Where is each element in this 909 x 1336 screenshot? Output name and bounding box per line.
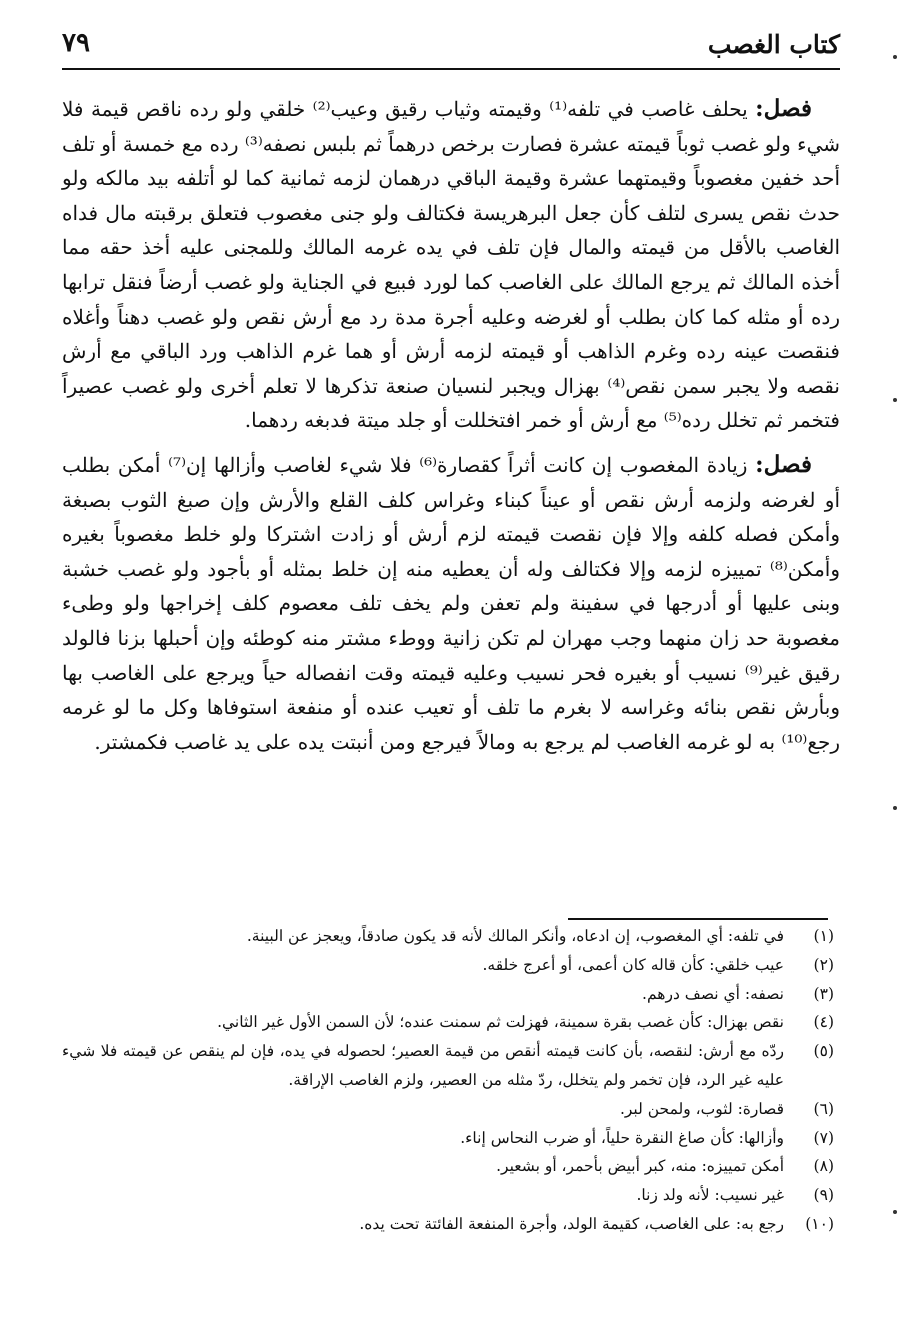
footnote (62, 1124, 840, 1153)
footnote-text: ردّه مع أرش: لنقصه، بأن كانت قيمته أنقص من قيمة العصير؛ لحصوله في يده، فإن لم ينقص عن قيمته فلا شيء عليه غير الرد، فإن تخمر ولم يتخلل، ردّ مثله من العصير، ولزم الغاصب الإراقة. (62, 1042, 784, 1089)
margin-mark (893, 806, 897, 810)
page-header (62, 22, 840, 66)
footnote (62, 1008, 840, 1037)
footnote-number: (١) (813, 927, 834, 945)
main-text (62, 92, 840, 769)
paragraph-text: يحلف غاصب في تلفه⁽¹⁾ وقيمته وثياب رقيق وعيب⁽²⁾ خلقي ولو رده ناقص قيمة فلا شيء ولو غصب ثوباً قيمته عشرة فصارت برخص درهماً ثم بلبس نصفه⁽³⁾ رده مع خمسة أو تلف أحد خفين مغصوباً وقيمتهما عشرة وقيمة الباقي درهمان لزمه ثمانية كما لو أتلفه بيد مالكه ولو حدث نقص يسرى لتلف كأن جعل البرهريسة فكتالف ولو جنى مغصوب فتعلق برقبته مال فداه الغاصب بالأقل من قيمته والمال فإن تلف في يده غرمه المالك وللمجنى عليه أخذ حقه مما أخذه المالك ثم يرجع المالك على الغاصب كما لورد فبيع في الجناية ولو غصب أرضاً فنقل ترابها رده أو مثله كما كان بطلب أو لغرضه وعليه أجرة مدة رد مع أرش نقص ولو غصب دهناً وأغلاه فنقصت عينه رده وغرم الذاهب أو قيمته لزمه أرش أو هما غرم الذاهب ورد الباقي مع أرش نقصه ولا يجبر سمن نقص⁽⁴⁾ بهزال ويجبر لنسيان صنعة تذكرها لا تعلم أخرى ولو غصب عصيراً فتخمر ثم تخلل رده⁽⁵⁾ مع أرش أو خمر افتخللت أو جلد ميتة فدبغه ردهما. (62, 97, 841, 433)
footnote-number: (٧) (813, 1128, 834, 1147)
footnote-number: (٣) (813, 984, 834, 1003)
footnotes (62, 922, 840, 1239)
footnote (62, 1095, 840, 1124)
footnote-text: رجع به: على الغاصب، كقيمة الولد، وأجرة المنفعة الفائتة تحت يده. (359, 1214, 784, 1233)
footnote (62, 980, 840, 1009)
margin-mark (893, 1210, 897, 1214)
footnote-text: نقص بهزال: كأن غصب بقرة سمينة، فهزلت ثم سمنت عنده؛ لأن السمن الأول غير الثاني. (217, 1013, 784, 1032)
footnote-number: (٦) (813, 1099, 834, 1118)
page-number: ٧٩ (62, 28, 90, 58)
footnote-number: (٤) (813, 1013, 834, 1032)
footnote-number: (٨) (813, 1157, 834, 1176)
paragraph (62, 92, 840, 438)
footnote-text: نصفه: أي نصف درهم. (642, 984, 784, 1003)
margin-mark (893, 398, 897, 402)
chapter-title: كتاب الغصب (707, 30, 840, 59)
footnote (62, 1152, 840, 1181)
footnote (62, 1210, 840, 1239)
footnote-number: (٢) (813, 955, 834, 974)
paragraph-text: زيادة المغصوب إن كانت أثراً كقصارة⁽⁶⁾ فلا شيء لغاصب وأزالها إن⁽⁷⁾ أمكن بطلب أو لغرضه ولزمه أرش نقص أو عيناً كبناء وغراس كلف القلع والأرش وإن صبغ الثوب بصبغة وأمكن فصله كلفه وإلا فإن نقصت قيمته لزم أرش أو زادت اشتركا ولو خلط مغصوباً بغيره وأمكن⁽⁸⁾ تمييزه لزمه وإلا فكتالف وله أن يعطيه منه إن خلط بمثله أو بأجود ولو غصب خشبة وبنى عليها أو أدرجها في سفينة ولم تعفن ولم يخف تلف معصوم كلف إخراجها ولو وطىء مغصوبة حد زان منهما وجب مهران لم تكن زانية ووطء مشتر منه كوطئه وإن أحبلها بزنا فالولد رقيق غير⁽⁹⁾ نسيب أو بغيره فحر نسيب وعليه قيمته وقت انفصاله حياً ويرجع على الغاصب بها وبأرش نقص بنائه وغراسه لا بغرم ما تلف أو تعيب عنده أو منفعة استوفاها وكل ما لو غرمه رجع⁽¹⁰⁾ به لو غرمه الغاصب لم يرجع به ومالاً فيرجع ومن أنبتت يده على يد غاصب فكمشتر. (62, 452, 841, 754)
section-heading: فصل: (755, 95, 812, 122)
footnote-text: قصارة: لثوب، ولمحن لبر. (619, 1099, 784, 1118)
footnote (62, 1037, 840, 1095)
footnote-separator (568, 918, 828, 920)
header-rule (62, 68, 840, 70)
footnote-text: وأزالها: كأن صاغ النقرة حلياً، أو ضرب النحاس إناء. (460, 1128, 784, 1147)
paragraph (62, 448, 840, 759)
margin-mark (893, 55, 897, 59)
footnote-number: (١٠) (805, 1214, 834, 1233)
footnote (62, 951, 840, 980)
footnote-number: (٩) (813, 1186, 834, 1205)
footnote-number: (٥) (813, 1042, 834, 1061)
section-heading: فصل: (755, 450, 812, 478)
footnote-text: غير نسيب: لأنه ولد زنا. (636, 1186, 784, 1205)
footnote-text: أمكن تمييزه: منه، كبر أبيض بأحمر، أو بشعير. (496, 1157, 784, 1176)
footnote-text: في تلفه: أي المغصوب، إن ادعاه، وأنكر المالك لأنه قد يكون صادقاً، ويعجز عن البينة. (246, 927, 784, 945)
footnote (62, 1181, 840, 1210)
footnote-text: عيب خلقي: كأن قاله كان أعمى، أو أعرج خلقه. (482, 955, 784, 974)
footnote (62, 922, 840, 951)
